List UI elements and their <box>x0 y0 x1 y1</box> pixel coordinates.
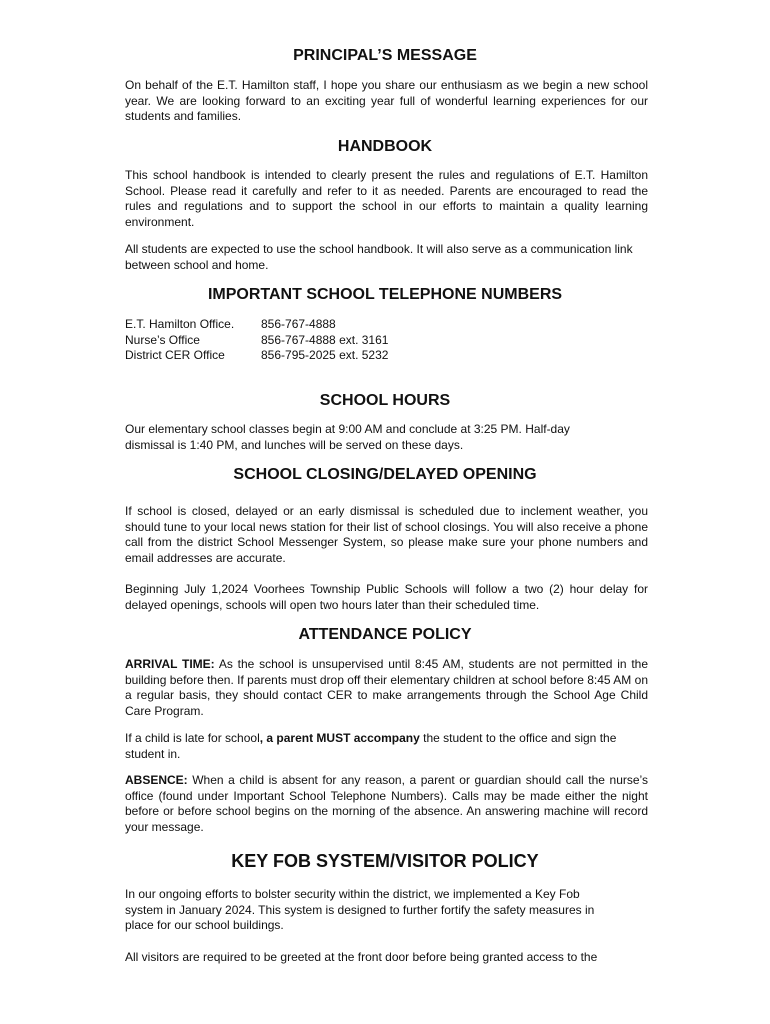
late-emphasis: , a parent MUST accompany <box>259 731 420 745</box>
late-paragraph <box>125 731 648 762</box>
phone-number: 856-767-4888 ext. 3161 <box>261 332 389 347</box>
principal-paragraph: On behalf of the E.T. Hamilton staff, I hope you share our enthusiasm as we begin a new school year. We are looking forward to an exciting year full of wonderful learning experiences for our students and families. <box>125 78 648 123</box>
closing-paragraph-1: If school is closed, delayed or an early dismissal is scheduled due to inclement weather, you should tune to your local news station for their list of school closings. You will also receive a phone call from the district School Messenger System, so please make sure your phone numbers and email addresses are accurate. <box>125 504 648 565</box>
arrival-paragraph <box>125 657 648 719</box>
absence-label: ABSENCE: <box>125 773 188 787</box>
phones-heading: IMPORTANT SCHOOL TELEPHONE NUMBERS <box>207 286 563 303</box>
principal-heading: PRINCIPAL’S MESSAGE <box>293 47 477 64</box>
closing-paragraph-2: Beginning July 1,2024 Voorhees Township Public Schools will follow a two (2) hour delay for delayed openings, schools will open two hours later than their scheduled time. <box>125 582 648 612</box>
arrival-label: ARRIVAL TIME: <box>125 657 215 671</box>
closing-heading: SCHOOL CLOSING/DELAYED OPENING <box>233 466 537 483</box>
phone-number: 856-767-4888 <box>261 317 336 331</box>
late-text-end: the student to the office and sign the student in. <box>125 731 617 761</box>
keyfob-paragraph-2: All visitors are required to be greeted at the front door before being granted access to the <box>125 950 598 964</box>
hours-heading: SCHOOL HOURS <box>319 392 451 409</box>
absence-paragraph <box>125 773 648 835</box>
phone-list <box>125 317 388 364</box>
handbook-paragraph-1: This school handbook is intended to clearly present the rules and regulations of E.T. Hamilton School. Please read it carefully and refer to it as needed. Parents are encouraged to read the rules and regulations and to support the school in our efforts to maintain a quality learning environment. <box>125 168 648 229</box>
handbook-heading: HANDBOOK <box>337 138 433 155</box>
phone-row <box>125 317 388 333</box>
absence-text: When a child is absent for any reason, a parent or guardian should call the nurse’s office (found under Important School Telephone Numbers). Calls may be made either the night before or before school begins on the morning of the absence. An answering machine will record your message. <box>125 773 648 834</box>
late-text: If a child is late for school <box>125 731 260 745</box>
phone-row <box>125 333 388 349</box>
phone-row <box>125 348 388 364</box>
phone-label: E.T. Hamilton Office. <box>125 317 235 331</box>
attendance-heading: ATTENDANCE POLICY <box>298 626 472 643</box>
phone-label: District CER Office <box>125 348 225 362</box>
phone-label: Nurse’s Office <box>125 332 200 347</box>
handbook-paragraph-2: All students are expected to use the school handbook. It will also serve as a communication link between school and home. <box>125 242 633 272</box>
phone-number: 856-795-2025 ext. 5232 <box>261 348 389 362</box>
keyfob-paragraph-1: In our ongoing efforts to bolster security within the district, we implemented a Key Fob system in January 2024. This system is designed to further fortify the safety measures in place for our school buildings. <box>125 887 595 932</box>
hours-paragraph: Our elementary school classes begin at 9:00 AM and conclude at 3:25 PM. Half-day dismissal is 1:40 PM, and lunches will be served on these days. <box>125 422 570 452</box>
arrival-text: As the school is unsupervised until 8:45 AM, students are not permitted in the building before then. If parents must drop off their elementary children at school before 8:45 AM on a regular basis, they should contact CER to make arrangements through the School Age Child Care Program. <box>125 657 649 718</box>
keyfob-heading: KEY FOB SYSTEM/VISITOR POLICY <box>231 851 539 871</box>
